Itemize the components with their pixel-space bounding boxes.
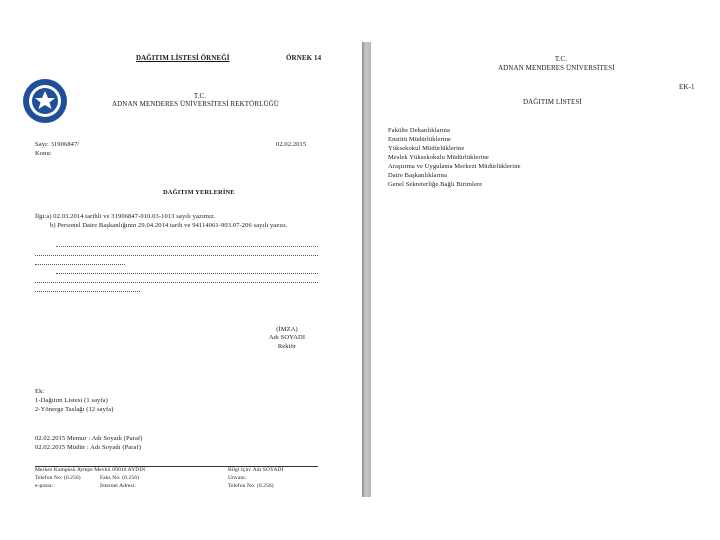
ek-label: EK-1 [679,83,695,91]
tc-label: T.C. [554,55,568,63]
body-line-2 [35,255,318,256]
mudur-paraf: 02.02.2015 Müdür : Adı Soyadı (Paraf) [35,444,142,451]
distribution-item: Enstitü Müdürlüklerine [388,136,452,143]
document-date: 02.02.2015 [276,141,307,148]
memur-paraf: 02.02.2015 Memur : Adı Soyadı (Paraf) [35,435,143,442]
footer-website: İnternet Adresi: [100,483,136,489]
page-gutter [362,42,371,497]
signature-tag: (İMZA) [276,326,298,333]
distribution-item: Meslek Yüksekokulu Müdürlüklerine [388,154,489,161]
konu-line: Konu: [35,150,52,157]
signature-title: Rektör [277,343,297,350]
body-line-6 [35,291,140,292]
distribution-item: Yüksekokul Müdürlüklerine [388,145,465,152]
sayi-line: Sayı: 31906847/ [35,141,80,148]
document-page-right [371,0,720,540]
body-line-1 [56,246,318,247]
distribution-title: DAĞITIM LİSTESİ [523,98,582,106]
body-line-3 [35,264,125,265]
footer-contact: Bilgi İçin: Adı SOYADI [228,467,284,473]
distribution-item: Araştırma ve Uygulama Merkezi Müdürlüklerine [388,163,521,170]
ek-item: 2-Yönerge Taslağı (12 sayfa) [35,406,114,413]
footer-email: e-posta: [35,483,54,489]
distribution-item: Fakülte Dekanlıklarına [388,127,450,134]
institution-name: ADNAN MENDERES ÜNİVERSİTESİ [498,64,615,72]
footer-title: Unvanı: [228,475,247,481]
ilgi-b: b) Personel Daire Başkanlığının 29.04.2014 tarih ve 94114061-903.07-206 sayılı yazısı. [50,222,288,229]
footer-contact-phone: Telefon No: (0.256) [228,483,274,489]
ek-item: 1-Dağıtım Listesi (1 sayfa) [35,397,108,404]
ilgi-a: İlgi:a) 02.03.2014 tarihli ve 31906847-010.03-1013 sayılı yazımız. [35,213,216,220]
header-title: DAĞITIM LİSTESİ ÖRNEĞİ [136,54,230,62]
addressee: DAĞITIM YERLERİNE [163,189,235,196]
footer-fax: Faks No: (0.256) [100,475,140,481]
institution-name: ADNAN MENDERES ÜNİVERSİTESİ REKTÖRLÜĞÜ [112,100,279,108]
distribution-item: Daire Başkanlıklarına [388,172,447,179]
header-example-number: ÖRNEK 14 [286,54,322,62]
university-logo [22,78,68,124]
tc-label: T.C. [193,92,207,100]
ek-label: Ek: [35,388,45,395]
distribution-item: Genel Sekreterliğe Bağlı Birimlere [388,181,483,188]
body-line-5 [35,282,318,283]
body-line-4 [56,273,318,274]
signature-name: Adı SOYADI [268,334,306,341]
footer-phone: Telefon No: (0.256) [35,475,81,481]
footer-address: Merkez Kampüsü Aytepe Mevkii 09010 AYDIN [35,467,146,473]
